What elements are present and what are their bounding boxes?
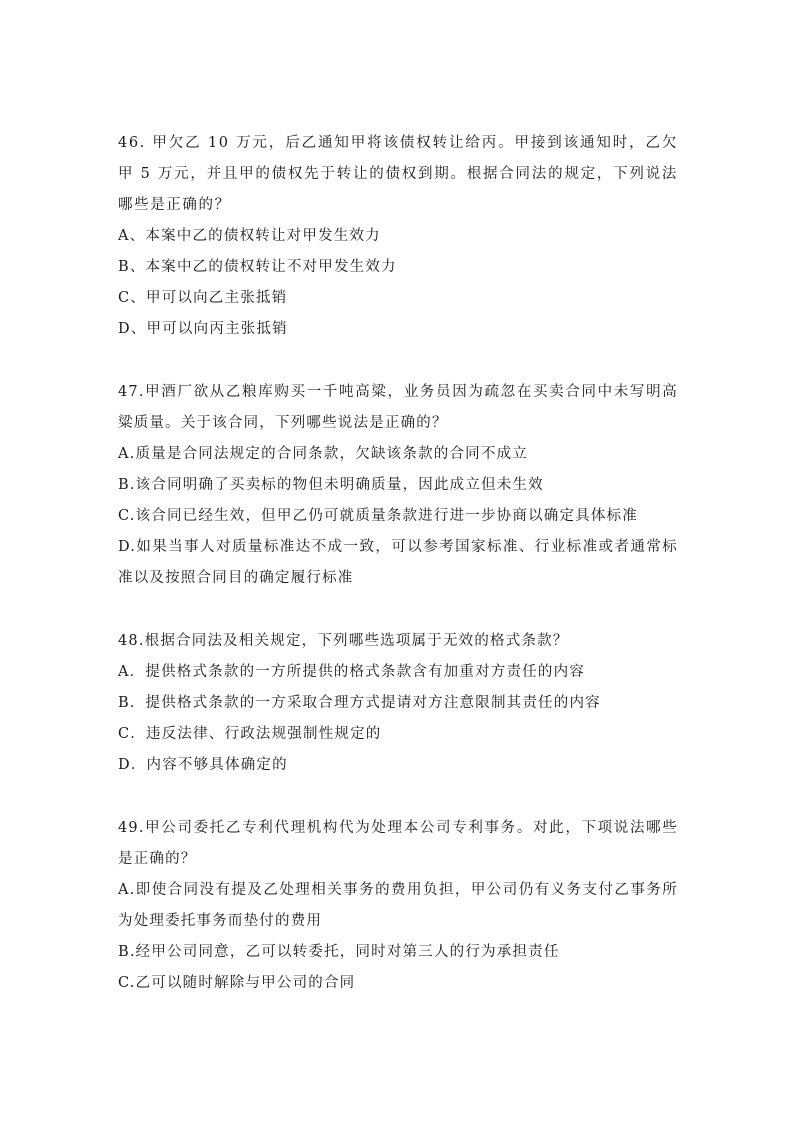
question-46 bbox=[118, 128, 678, 345]
question-stem: 46. 甲欠乙 10 万元，后乙通知甲将该债权转让给丙。甲接到该通知时，乙欠甲 5 万元，并且甲的债权先于转让的债权到期。根据合同法的规定，下列说法哪些是正确的？ bbox=[118, 135, 678, 213]
option-c: C．违反法律、行政法规强制性规定的 bbox=[118, 726, 382, 742]
option-d: D、甲可以向丙主张抵销 bbox=[118, 321, 288, 337]
question-stem: 49.甲公司委托乙专利代理机构代为处理本公司专利事务。对此，下项说法哪些是正确的？ bbox=[118, 820, 678, 867]
option-a: A．提供格式条款的一方所提供的格式条款含有加重对方责任的内容 bbox=[118, 664, 585, 680]
question-47 bbox=[118, 377, 678, 594]
option-b: B.该合同明确了买卖标的物但未明确质量，因此成立但未生效 bbox=[118, 477, 544, 493]
question-49 bbox=[118, 813, 678, 999]
option-b: B、本案中乙的债权转让不对甲发生效力 bbox=[118, 259, 397, 275]
option-d: D．内容不够具体确定的 bbox=[118, 757, 288, 773]
option-c: C、甲可以向乙主张抵销 bbox=[118, 290, 288, 306]
question-48 bbox=[118, 626, 678, 781]
option-b: B.经甲公司同意，乙可以转委托，同时对第三人的行为承担责任 bbox=[118, 944, 560, 960]
option-b: B．提供格式条款的一方采取合理方式提请对方注意限制其责任的内容 bbox=[118, 695, 601, 711]
option-c: C.该合同已经生效，但甲乙仍可就质量条款进行进一步协商以确定具体标准 bbox=[118, 508, 638, 524]
document-page bbox=[118, 128, 678, 1031]
option-a: A、本案中乙的债权转让对甲发生效力 bbox=[118, 228, 381, 244]
option-a: A.即使合同没有提及乙处理相关事务的费用负担，甲公司仍有义务支付乙事务所为处理委托事务而垫付的费用 bbox=[118, 882, 678, 929]
option-a: A.质量是合同法规定的合同条款，欠缺该条款的合同不成立 bbox=[118, 446, 528, 462]
option-d: D.如果当事人对质量标准达不成一致，可以参考国家标准、行业标准或者通常标准以及按照合同目的确定履行标准 bbox=[118, 539, 678, 586]
option-c: C.乙可以随时解除与甲公司的合同 bbox=[118, 975, 356, 991]
question-stem: 47.甲酒厂欲从乙粮库购买一千吨高粱，业务员因为疏忽在买卖合同中未写明高粱质量。关于该合同，下列哪些说法是正确的？ bbox=[118, 384, 678, 431]
question-stem: 48.根据合同法及相关规定，下列哪些选项属于无效的格式条款？ bbox=[118, 633, 569, 649]
